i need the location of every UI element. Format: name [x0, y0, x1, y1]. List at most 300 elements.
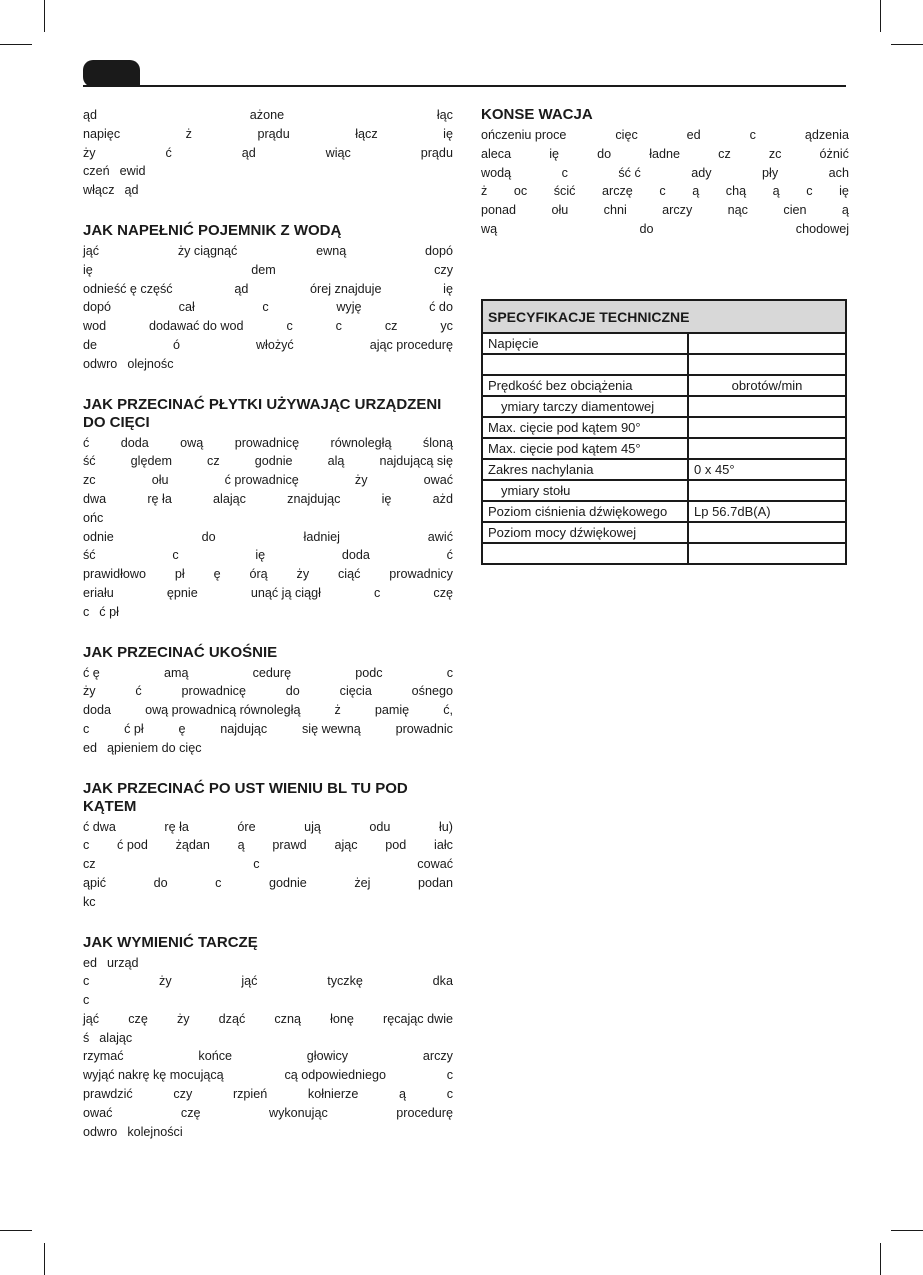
text-fragment: prądu — [420, 145, 453, 160]
text-fragment: c — [262, 300, 269, 315]
section — [83, 396, 453, 622]
text-fragment: ażone — [249, 108, 285, 122]
text-fragment: ż — [334, 703, 341, 718]
crop-mark — [880, 1243, 881, 1275]
text-fragment: jąć — [83, 243, 100, 258]
text-fragment: urząd — [107, 955, 139, 970]
text-fragment: oc — [513, 184, 528, 199]
text-line — [83, 546, 453, 565]
text-fragment: pod — [385, 838, 407, 853]
text-line — [481, 164, 849, 183]
text-fragment: c — [286, 319, 293, 334]
text-fragment: alą — [327, 454, 345, 469]
text-fragment: ować — [423, 473, 453, 488]
text-line — [481, 220, 849, 239]
text-fragment: ośnego — [411, 684, 453, 699]
crop-mark — [44, 0, 45, 32]
text-fragment: c — [373, 585, 381, 600]
text-line — [83, 317, 453, 336]
text-fragment: podc — [355, 665, 383, 680]
text-fragment: zc — [768, 146, 782, 161]
text-fragment: cięc — [615, 128, 638, 142]
text-fragment: c — [83, 838, 90, 853]
text-fragment: do — [153, 875, 168, 890]
text-line — [83, 509, 453, 528]
spec-row — [482, 522, 846, 543]
text-fragment: chą — [725, 184, 747, 199]
text-fragment: napięc — [83, 126, 121, 141]
text-fragment: c — [335, 319, 342, 334]
text-fragment: amą — [163, 665, 189, 680]
text-line — [83, 701, 453, 720]
text-fragment: tyczkę — [327, 974, 363, 989]
text-line — [83, 261, 453, 280]
section — [83, 934, 453, 1142]
text-fragment: odnieść ę część — [83, 281, 173, 296]
text-fragment: ć do — [429, 300, 453, 315]
text-fragment: prawidłowo — [83, 567, 146, 582]
intro-paragraph — [83, 106, 453, 200]
text-fragment: żej — [354, 875, 371, 890]
text-fragment: alając — [99, 1030, 133, 1045]
text-line — [83, 452, 453, 471]
text-fragment: cał — [178, 300, 195, 315]
text-fragment: ołu — [151, 473, 169, 488]
text-line — [83, 1085, 453, 1104]
text-fragment: ończeniu proce — [481, 128, 567, 142]
text-line — [83, 1123, 453, 1142]
spec-row — [482, 333, 846, 354]
text-fragment: ć — [135, 684, 142, 699]
text-fragment: czeń — [83, 164, 110, 179]
text-fragment: łu) — [438, 819, 453, 834]
text-line — [83, 893, 453, 912]
text-fragment: pły — [762, 165, 779, 180]
text-fragment: rę ła — [164, 819, 189, 834]
text-fragment: ą — [399, 1087, 407, 1102]
spec-label: Poziom ciśnienia dźwiękowego — [482, 501, 688, 522]
text-fragment: doda — [341, 548, 370, 563]
text-fragment: ą — [692, 184, 700, 199]
text-fragment: dopó — [424, 243, 453, 258]
text-fragment: ię — [549, 146, 560, 161]
text-fragment: ży — [83, 145, 96, 160]
text-fragment: ć, — [443, 703, 453, 718]
text-fragment: órej znajduje — [310, 281, 382, 296]
text-fragment: ść ć — [618, 165, 641, 180]
text-fragment: doda — [120, 435, 149, 450]
text-fragment: ając procedurę — [369, 337, 453, 352]
text-fragment: końce — [198, 1049, 232, 1064]
text-fragment: ając — [334, 838, 358, 853]
text-line — [83, 336, 453, 355]
text-line — [83, 972, 453, 991]
text-line — [83, 490, 453, 509]
text-fragment: ądzenia — [804, 128, 849, 142]
text-line — [83, 434, 453, 453]
text-fragment: ię — [381, 491, 392, 506]
text-fragment: odwro — [83, 1124, 118, 1139]
text-fragment: czy — [434, 262, 453, 277]
text-fragment: ed — [686, 128, 701, 142]
text-fragment: prądu — [257, 126, 290, 141]
text-fragment: alając — [213, 491, 246, 506]
text-fragment: cedurę — [252, 665, 292, 680]
section-heading: JAK PRZECINAĆ UKOŚNIE — [83, 643, 278, 661]
spec-label: Max. cięcie pod kątem 45° — [482, 438, 688, 459]
text-line — [83, 739, 453, 758]
header-rule — [83, 85, 846, 87]
text-fragment: podan — [417, 875, 453, 890]
text-fragment: ię — [839, 184, 849, 199]
text-line — [83, 603, 453, 622]
text-fragment: ąd — [124, 183, 139, 198]
text-line — [481, 126, 849, 145]
text-line — [481, 182, 849, 201]
text-fragment: ży ciągnąć — [177, 243, 238, 258]
text-fragment: dem — [251, 262, 276, 277]
text-fragment: prawd — [272, 838, 307, 853]
spec-label — [482, 543, 688, 564]
text-fragment: ewną — [316, 243, 347, 258]
text-fragment: ć ę — [83, 665, 100, 680]
text-fragment: ży — [176, 1011, 190, 1026]
text-fragment: c — [749, 128, 756, 142]
text-fragment: ścić — [553, 184, 576, 199]
text-fragment: ć — [446, 548, 453, 563]
text-line — [83, 855, 453, 874]
text-fragment: jąć — [83, 1011, 100, 1026]
text-fragment: czę — [433, 585, 453, 600]
text-fragment: cować — [417, 857, 453, 872]
spec-row — [482, 396, 846, 417]
text-fragment: dka — [432, 974, 453, 989]
text-fragment: ię — [443, 281, 453, 296]
text-fragment: órą — [249, 567, 268, 582]
crop-mark — [880, 0, 881, 32]
text-fragment: do — [201, 529, 216, 544]
text-fragment: ć dwa — [83, 819, 116, 834]
text-fragment: dząć — [218, 1011, 246, 1026]
text-fragment: wą — [481, 221, 498, 236]
text-fragment: odnie — [83, 529, 114, 544]
text-fragment: ś — [83, 1030, 90, 1045]
spec-value — [688, 522, 846, 543]
spec-label: Poziom mocy dźwiękowej — [482, 522, 688, 543]
text-fragment: dwa — [83, 491, 107, 506]
text-fragment: kc — [83, 894, 96, 909]
spec-label: Max. cięcie pod kątem 90° — [482, 417, 688, 438]
text-fragment: wyjąć nakrę kę mocującą — [83, 1068, 224, 1083]
text-fragment: wykonując — [268, 1105, 328, 1120]
text-fragment: pł — [174, 567, 185, 582]
text-fragment: kolejności — [127, 1124, 183, 1139]
text-fragment: ć — [165, 145, 172, 160]
spec-row — [482, 480, 846, 501]
text-fragment: głowicy — [306, 1049, 349, 1064]
spec-value — [688, 354, 846, 375]
text-line — [83, 471, 453, 490]
text-fragment: prowadnic — [395, 721, 453, 736]
spec-row — [482, 375, 846, 396]
spec-value — [688, 543, 846, 564]
text-line — [83, 720, 453, 739]
text-fragment: olejnośc — [127, 356, 174, 371]
spec-row — [482, 417, 846, 438]
text-fragment: cz — [83, 857, 96, 872]
text-fragment: dopó — [83, 300, 112, 315]
text-fragment: ść — [83, 548, 96, 563]
text-fragment: ąd — [234, 281, 249, 296]
spec-value — [688, 480, 846, 501]
text-fragment: doda — [83, 703, 112, 718]
spec-label: Zakres nachylania — [482, 459, 688, 480]
spec-value: obrotów/min — [688, 375, 846, 396]
text-fragment: arczę — [602, 184, 633, 199]
spec-value — [688, 438, 846, 459]
spec-row — [482, 438, 846, 459]
text-fragment: c — [806, 184, 813, 199]
text-fragment: de — [83, 337, 98, 352]
text-line — [83, 664, 453, 683]
text-fragment: eriału — [83, 585, 114, 600]
spec-value — [688, 396, 846, 417]
text-fragment: arczy — [422, 1049, 453, 1064]
text-fragment: ż — [185, 126, 192, 141]
spec-row — [482, 501, 846, 522]
text-fragment: do — [597, 146, 612, 161]
text-fragment: czy — [173, 1087, 193, 1102]
text-fragment: ową — [180, 435, 204, 450]
text-line — [83, 991, 453, 1010]
text-fragment: c — [446, 1087, 453, 1102]
text-fragment: ię — [443, 126, 453, 141]
text-fragment: ć pł — [124, 721, 144, 736]
text-line — [83, 565, 453, 584]
text-fragment: pamię — [374, 703, 410, 718]
text-fragment: żądan — [175, 838, 210, 853]
text-line — [83, 836, 453, 855]
text-fragment: ży — [83, 684, 96, 699]
spec-row — [482, 354, 846, 375]
text-fragment: rzymać — [83, 1049, 124, 1064]
text-fragment: iałc — [434, 838, 453, 853]
text-line — [83, 181, 453, 200]
text-line — [83, 280, 453, 299]
spec-table — [481, 299, 847, 565]
text-fragment: nąc — [727, 203, 748, 218]
text-fragment: ó — [172, 337, 180, 352]
right-column — [481, 106, 849, 239]
text-fragment: unąć ją ciągł — [250, 585, 321, 600]
text-fragment: chni — [603, 203, 627, 218]
text-line — [83, 818, 453, 837]
text-fragment: odwro — [83, 356, 118, 371]
text-fragment: czną — [274, 1011, 301, 1026]
text-fragment: cą odpowiedniego — [284, 1068, 386, 1083]
text-fragment: ę — [178, 721, 186, 736]
text-line — [481, 145, 849, 164]
text-fragment: aleca — [481, 146, 512, 161]
text-fragment: ową prowadnicą równoległą — [145, 703, 301, 718]
crop-mark — [0, 44, 32, 45]
text-fragment: prawdzić — [83, 1087, 133, 1102]
spec-row — [482, 459, 846, 480]
text-line — [83, 162, 453, 181]
crop-mark — [891, 1230, 923, 1231]
text-fragment: c — [83, 993, 90, 1008]
text-fragment: ię — [255, 548, 266, 563]
text-fragment: włącz — [83, 183, 115, 198]
text-line — [83, 242, 453, 261]
text-fragment: prowadnicę — [181, 684, 246, 699]
text-fragment: śloną — [422, 435, 453, 450]
spec-label: Napięcie — [482, 333, 688, 354]
text-fragment: c — [446, 1068, 453, 1083]
text-line — [83, 298, 453, 317]
text-fragment: ględem — [130, 454, 172, 469]
text-fragment: ć prowadnicę — [224, 473, 299, 488]
text-fragment: ć pod — [117, 838, 148, 853]
text-fragment: procedurę — [396, 1105, 453, 1120]
text-fragment: dodawać do wod — [149, 319, 244, 334]
text-fragment: ży — [354, 473, 368, 488]
text-fragment: ed — [83, 740, 98, 755]
text-fragment: czę — [180, 1105, 201, 1120]
text-line — [83, 1029, 453, 1048]
text-fragment: ąd — [83, 108, 98, 122]
text-fragment: c — [215, 875, 222, 890]
text-fragment: godnie — [254, 454, 293, 469]
text-fragment: ąpieniem do cięc — [107, 740, 202, 755]
text-fragment: ażd — [432, 491, 453, 506]
spec-row — [482, 543, 846, 564]
text-fragment: prowadnicę — [234, 435, 300, 450]
text-fragment: c — [83, 974, 90, 989]
text-fragment: cz — [718, 146, 731, 161]
text-line — [83, 584, 453, 603]
text-fragment: awić — [427, 529, 453, 544]
text-line — [83, 528, 453, 547]
text-fragment: arczy — [662, 203, 693, 218]
section — [83, 780, 453, 912]
spec-label: ymiary tarczy diamentowej — [482, 396, 688, 417]
text-fragment: ć — [83, 435, 90, 450]
text-fragment: zc — [83, 473, 96, 488]
text-fragment: łącz — [355, 126, 378, 141]
crop-mark — [44, 1243, 45, 1275]
section-heading: JAK PRZECINAĆ PŁYTKI UŻYWAJĄC URZĄDZENI DO CIĘCI — [83, 395, 442, 431]
text-fragment: prowadnicy — [389, 567, 453, 582]
text-line — [83, 355, 453, 374]
text-fragment: się wewną — [301, 721, 361, 736]
text-fragment: łąc — [436, 108, 453, 122]
text-fragment: ewid — [119, 164, 146, 179]
section-heading: JAK NAPEŁNIĆ POJEMNIK Z WODĄ — [83, 221, 342, 239]
text-line — [83, 954, 453, 973]
text-fragment: wodą — [481, 165, 512, 180]
text-fragment: ę — [213, 567, 221, 582]
text-line — [83, 1066, 453, 1085]
text-fragment: ą — [237, 838, 245, 853]
section-heading: JAK PRZECINAĆ PO UST WIENIU BL TU POD KĄTEM — [83, 779, 408, 815]
text-fragment: najdując — [220, 721, 268, 736]
text-fragment: ować — [83, 1105, 113, 1120]
text-fragment: równoległą — [330, 435, 392, 450]
spec-table-header: SPECYFIKACJE TECHNICZNE — [482, 300, 846, 333]
text-fragment: ż — [481, 184, 488, 199]
text-fragment: ży — [296, 567, 310, 582]
text-fragment: c — [561, 165, 568, 180]
text-fragment: c — [446, 665, 453, 680]
text-fragment: najdującą się — [379, 454, 453, 469]
text-fragment: ady — [691, 165, 712, 180]
text-fragment: godnie — [268, 875, 307, 890]
text-fragment: znajdując — [287, 491, 341, 506]
spec-value — [688, 333, 846, 354]
text-fragment: ach — [828, 165, 849, 180]
text-fragment: c — [83, 721, 90, 736]
spec-value: 0 x 45° — [688, 459, 846, 480]
text-fragment: cz — [384, 319, 398, 334]
section — [83, 644, 453, 758]
text-fragment: łonę — [330, 1011, 354, 1026]
spec-label — [482, 354, 688, 375]
text-fragment: chodowej — [795, 221, 849, 236]
text-fragment: ąd — [241, 145, 256, 160]
text-fragment: do — [639, 221, 654, 236]
text-fragment: ść — [83, 454, 96, 469]
konserwacja-heading: KONSE WACJA — [481, 106, 593, 123]
text-fragment: ońc — [83, 510, 104, 525]
text-fragment: c — [172, 548, 179, 563]
text-fragment: kołnierze — [307, 1087, 359, 1102]
text-fragment: óżnić — [819, 146, 849, 161]
text-line — [83, 682, 453, 701]
text-fragment: óre — [237, 819, 256, 834]
section-heading: JAK WYMIENIĆ TARCZĘ — [83, 933, 258, 951]
text-fragment: c — [253, 857, 260, 872]
text-line — [481, 201, 849, 220]
text-fragment: wod — [83, 319, 107, 334]
text-fragment: do — [285, 684, 300, 699]
text-fragment: ą — [841, 203, 849, 218]
text-line — [83, 106, 453, 125]
text-fragment: ć pł — [99, 604, 119, 619]
section — [83, 222, 453, 374]
spec-value — [688, 417, 846, 438]
text-fragment: cięcia — [339, 684, 372, 699]
page-tab — [83, 60, 140, 87]
text-fragment: c — [659, 184, 666, 199]
crop-mark — [891, 44, 923, 45]
text-fragment: wyję — [336, 300, 362, 315]
text-line — [83, 874, 453, 893]
text-fragment: ą — [772, 184, 780, 199]
text-line — [83, 1104, 453, 1123]
text-fragment: jąć — [241, 974, 258, 989]
text-fragment: ołu — [551, 203, 569, 218]
text-fragment: czę — [128, 1011, 148, 1026]
text-fragment: ciąć — [338, 567, 361, 582]
left-column — [83, 106, 453, 1141]
text-fragment: ładne — [649, 146, 681, 161]
text-fragment: ąpić — [83, 875, 107, 890]
spec-label: ymiary stołu — [482, 480, 688, 501]
text-fragment: rę ła — [147, 491, 172, 506]
text-fragment: ed — [83, 955, 98, 970]
text-fragment: ży — [159, 974, 172, 989]
